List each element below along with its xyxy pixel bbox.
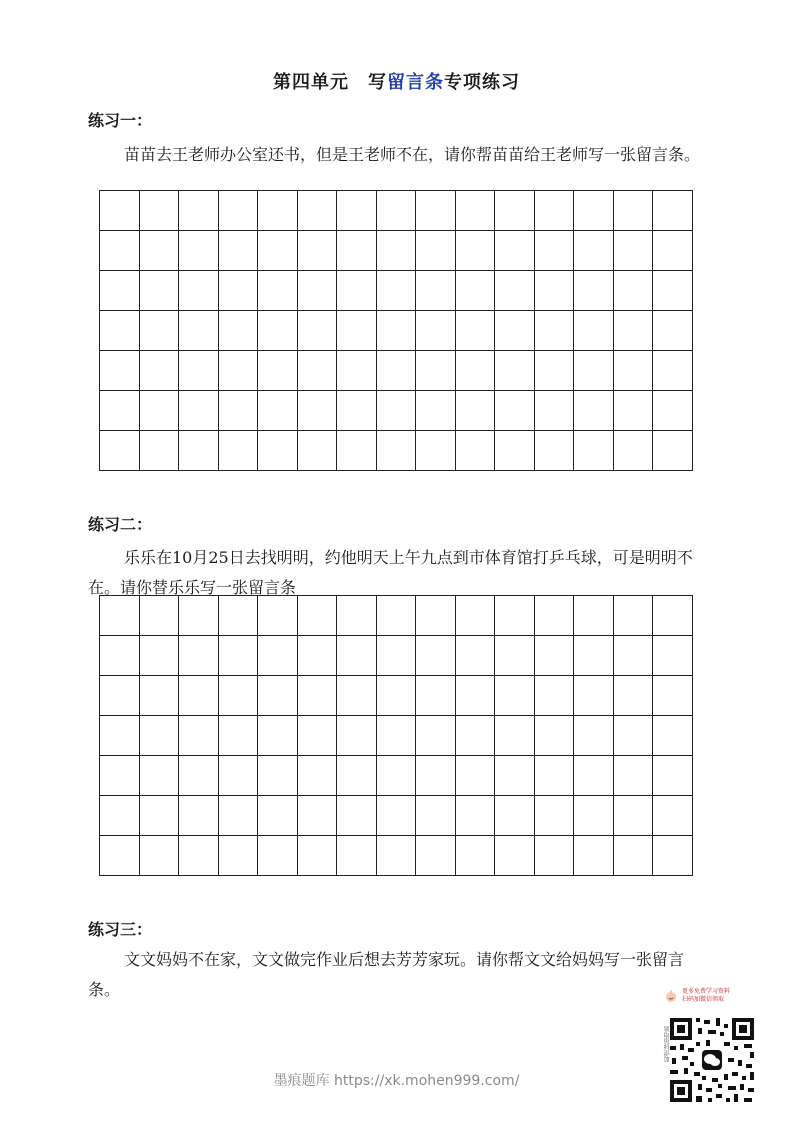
grid-cell[interactable] xyxy=(140,676,180,716)
grid-cell[interactable] xyxy=(416,716,456,756)
grid-cell[interactable] xyxy=(574,636,614,676)
grid-cell[interactable] xyxy=(298,391,338,431)
grid-cell[interactable] xyxy=(574,231,614,271)
grid-cell[interactable] xyxy=(140,836,180,876)
grid-cell[interactable] xyxy=(258,271,298,311)
grid-cell[interactable] xyxy=(416,636,456,676)
grid-cell[interactable] xyxy=(337,391,377,431)
grid-cell[interactable] xyxy=(140,191,180,231)
grid-cell[interactable] xyxy=(574,191,614,231)
grid-cell[interactable] xyxy=(574,756,614,796)
grid-cell[interactable] xyxy=(140,431,180,471)
grid-cell[interactable] xyxy=(535,636,575,676)
grid-cell[interactable] xyxy=(258,391,298,431)
grid-cell[interactable] xyxy=(495,431,535,471)
grid-cell[interactable] xyxy=(337,596,377,636)
grid-cell[interactable] xyxy=(258,431,298,471)
grid-cell[interactable] xyxy=(416,676,456,716)
grid-cell[interactable] xyxy=(574,391,614,431)
grid-cell[interactable] xyxy=(653,836,693,876)
grid-cell[interactable] xyxy=(495,391,535,431)
grid-cell[interactable] xyxy=(140,351,180,391)
grid-cell[interactable] xyxy=(495,636,535,676)
grid-cell[interactable] xyxy=(653,636,693,676)
promo-header xyxy=(664,988,730,1004)
grid-cell[interactable] xyxy=(140,596,180,636)
grid-cell[interactable] xyxy=(456,676,496,716)
grid-cell[interactable] xyxy=(416,756,456,796)
grid-cell[interactable] xyxy=(140,716,180,756)
grid-cell[interactable] xyxy=(337,836,377,876)
grid-cell[interactable] xyxy=(535,391,575,431)
grid-cell[interactable] xyxy=(614,431,654,471)
grid-cell[interactable] xyxy=(456,391,496,431)
grid-cell[interactable] xyxy=(614,596,654,636)
grid-cell[interactable] xyxy=(298,351,338,391)
grid-cell[interactable] xyxy=(337,716,377,756)
grid-cell[interactable] xyxy=(100,596,140,636)
grid-cell[interactable] xyxy=(574,271,614,311)
grid-cell[interactable] xyxy=(337,271,377,311)
grid-cell[interactable] xyxy=(179,676,219,716)
grid-cell[interactable] xyxy=(179,596,219,636)
grid-cell[interactable] xyxy=(535,431,575,471)
grid-cell[interactable] xyxy=(377,596,417,636)
grid-cell[interactable] xyxy=(535,311,575,351)
grid-cell[interactable] xyxy=(456,231,496,271)
grid-cell[interactable] xyxy=(614,796,654,836)
exercise-1-text-content: 苗苗去王老师办公室还书，但是王老师不在，请你帮苗苗给王老师写一张留言条。 xyxy=(124,145,701,164)
grid-cell[interactable] xyxy=(100,311,140,351)
grid-cell[interactable] xyxy=(456,716,496,756)
grid-cell[interactable] xyxy=(377,311,417,351)
grid-cell[interactable] xyxy=(377,351,417,391)
grid-cell[interactable] xyxy=(258,796,298,836)
grid-cell[interactable] xyxy=(614,716,654,756)
promo-side-text: 领取资料添加 xyxy=(662,1026,669,1062)
grid-cell[interactable] xyxy=(574,596,614,636)
exercise-3-heading: 练习三： xyxy=(88,920,153,939)
grid-cell[interactable] xyxy=(179,311,219,351)
grid-cell[interactable] xyxy=(219,836,259,876)
grid-cell[interactable] xyxy=(456,311,496,351)
grid-cell[interactable] xyxy=(298,311,338,351)
grid-cell[interactable] xyxy=(377,231,417,271)
grid-cell[interactable] xyxy=(456,756,496,796)
grid-cell[interactable] xyxy=(100,191,140,231)
grid-cell[interactable] xyxy=(219,391,259,431)
promo-line-2: 扫码加微信领取 xyxy=(682,996,725,1003)
grid-cell[interactable] xyxy=(614,836,654,876)
grid-cell[interactable] xyxy=(140,636,180,676)
grid-cell[interactable] xyxy=(140,271,180,311)
title-part1: 第四单元 写 xyxy=(273,72,387,93)
grid-cell[interactable] xyxy=(337,636,377,676)
grid-cell[interactable] xyxy=(653,191,693,231)
title-highlight: 留言条 xyxy=(387,72,444,93)
grid-cell[interactable] xyxy=(653,231,693,271)
grid-cell[interactable] xyxy=(258,676,298,716)
grid-cell[interactable] xyxy=(100,756,140,796)
grid-cell[interactable] xyxy=(653,796,693,836)
grid-cell[interactable] xyxy=(337,351,377,391)
grid-cell[interactable] xyxy=(535,191,575,231)
grid-cell[interactable] xyxy=(298,716,338,756)
grid-cell[interactable] xyxy=(179,351,219,391)
grid-cell[interactable] xyxy=(179,796,219,836)
grid-cell[interactable] xyxy=(219,191,259,231)
grid-cell[interactable] xyxy=(614,676,654,716)
grid-cell[interactable] xyxy=(377,796,417,836)
grid-cell[interactable] xyxy=(495,756,535,796)
grid-cell[interactable] xyxy=(535,836,575,876)
grid-cell[interactable] xyxy=(179,716,219,756)
grid-cell[interactable] xyxy=(377,391,417,431)
grid-cell[interactable] xyxy=(535,596,575,636)
exercise-2-heading: 练习二： xyxy=(88,515,153,534)
grid-cell[interactable] xyxy=(219,716,259,756)
grid-cell[interactable] xyxy=(456,796,496,836)
grid-cell[interactable] xyxy=(614,636,654,676)
grid-cell[interactable] xyxy=(337,676,377,716)
grid-cell[interactable] xyxy=(179,231,219,271)
grid-cell[interactable] xyxy=(495,191,535,231)
grid-cell[interactable] xyxy=(219,311,259,351)
grid-cell[interactable] xyxy=(298,271,338,311)
grid-cell[interactable] xyxy=(298,756,338,796)
grid-cell[interactable] xyxy=(653,391,693,431)
grid-cell[interactable] xyxy=(179,431,219,471)
grid-cell[interactable] xyxy=(258,716,298,756)
grid-cell[interactable] xyxy=(535,676,575,716)
grid-cell[interactable] xyxy=(614,311,654,351)
grid-cell[interactable] xyxy=(535,756,575,796)
grid-cell[interactable] xyxy=(456,636,496,676)
grid-cell[interactable] xyxy=(653,311,693,351)
grid-cell[interactable] xyxy=(377,756,417,796)
grid-cell[interactable] xyxy=(416,836,456,876)
grid-cell[interactable] xyxy=(456,271,496,311)
grid-cell[interactable] xyxy=(100,391,140,431)
grid-cell[interactable] xyxy=(495,231,535,271)
grid-cell[interactable] xyxy=(298,636,338,676)
grid-cell[interactable] xyxy=(535,796,575,836)
grid-cell[interactable] xyxy=(456,596,496,636)
grid-cell[interactable] xyxy=(258,231,298,271)
grid-cell[interactable] xyxy=(298,596,338,636)
grid-cell[interactable] xyxy=(495,836,535,876)
grid-cell[interactable] xyxy=(614,756,654,796)
grid-cell[interactable] xyxy=(337,756,377,796)
writing-grid-1[interactable] xyxy=(99,190,693,471)
grid-cell[interactable] xyxy=(179,191,219,231)
exercise-1-heading: 练习一： xyxy=(88,111,153,130)
grid-cell[interactable] xyxy=(258,596,298,636)
grid-cell[interactable] xyxy=(100,716,140,756)
exercise-3-text-content: 文文妈妈不在家，文文做完作业后想去芳芳家玩。请你帮文文给妈妈写一张留言条。 xyxy=(88,950,685,999)
promo-card xyxy=(660,986,760,1108)
grid-cell[interactable] xyxy=(495,271,535,311)
title-part2: 专项练习 xyxy=(444,72,520,93)
grid-cell[interactable] xyxy=(179,836,219,876)
grid-cell[interactable] xyxy=(140,311,180,351)
grid-cell[interactable] xyxy=(298,431,338,471)
grid-cell[interactable] xyxy=(416,351,456,391)
grid-cell[interactable] xyxy=(456,191,496,231)
grid-cell[interactable] xyxy=(219,271,259,311)
grid-cell[interactable] xyxy=(495,311,535,351)
exercise-2-text-content: 乐乐在10月25日去找明明，约他明天上午九点到市体育馆打乒乓球，可是明明不在。请你替乐乐写一张留言条 xyxy=(88,548,693,597)
grid-cell[interactable] xyxy=(258,191,298,231)
grid-cell[interactable] xyxy=(258,756,298,796)
grid-cell[interactable] xyxy=(653,756,693,796)
footer-watermark: 墨痕题库 https://xk.mohen999.com/ xyxy=(273,1073,520,1089)
grid-cell[interactable] xyxy=(219,231,259,271)
grid-cell[interactable] xyxy=(416,311,456,351)
hand-icon xyxy=(664,989,678,1003)
grid-cell[interactable] xyxy=(377,431,417,471)
page-title xyxy=(0,68,793,94)
grid-cell[interactable] xyxy=(653,676,693,716)
grid-cell[interactable] xyxy=(535,271,575,311)
grid-cell[interactable] xyxy=(574,351,614,391)
grid-cell[interactable] xyxy=(495,596,535,636)
grid-cell[interactable] xyxy=(179,271,219,311)
grid-cell[interactable] xyxy=(614,271,654,311)
grid-cell[interactable] xyxy=(100,636,140,676)
grid-cell[interactable] xyxy=(219,431,259,471)
grid-cell[interactable] xyxy=(456,351,496,391)
grid-cell[interactable] xyxy=(614,231,654,271)
grid-cell[interactable] xyxy=(179,636,219,676)
grid-cell[interactable] xyxy=(653,596,693,636)
grid-cell[interactable] xyxy=(495,676,535,716)
grid-cell[interactable] xyxy=(456,431,496,471)
grid-cell[interactable] xyxy=(574,676,614,716)
grid-cell[interactable] xyxy=(258,836,298,876)
grid-cell[interactable] xyxy=(337,191,377,231)
grid-cell[interactable] xyxy=(337,796,377,836)
grid-cell[interactable] xyxy=(614,191,654,231)
grid-cell[interactable] xyxy=(100,231,140,271)
grid-cell[interactable] xyxy=(219,636,259,676)
grid-cell[interactable] xyxy=(100,351,140,391)
grid-cell[interactable] xyxy=(298,796,338,836)
grid-cell[interactable] xyxy=(653,271,693,311)
grid-cell[interactable] xyxy=(495,716,535,756)
grid-cell[interactable] xyxy=(258,311,298,351)
grid-cell[interactable] xyxy=(377,836,417,876)
grid-cell[interactable] xyxy=(416,596,456,636)
grid-cell[interactable] xyxy=(140,756,180,796)
grid-cell[interactable] xyxy=(574,836,614,876)
qr-code-icon[interactable] xyxy=(666,1014,758,1106)
grid-cell[interactable] xyxy=(219,676,259,716)
grid-cell[interactable] xyxy=(377,636,417,676)
grid-cell[interactable] xyxy=(219,351,259,391)
grid-cell[interactable] xyxy=(535,716,575,756)
grid-cell[interactable] xyxy=(179,756,219,796)
grid-cell[interactable] xyxy=(298,231,338,271)
grid-cell[interactable] xyxy=(377,676,417,716)
grid-cell[interactable] xyxy=(653,431,693,471)
grid-cell[interactable] xyxy=(377,716,417,756)
grid-cell[interactable] xyxy=(416,191,456,231)
grid-cell[interactable] xyxy=(298,676,338,716)
grid-cell[interactable] xyxy=(219,796,259,836)
grid-cell[interactable] xyxy=(377,271,417,311)
grid-cell[interactable] xyxy=(614,391,654,431)
grid-cell[interactable] xyxy=(100,836,140,876)
grid-cell[interactable] xyxy=(456,836,496,876)
grid-cell[interactable] xyxy=(219,596,259,636)
grid-cell[interactable] xyxy=(653,716,693,756)
grid-cell[interactable] xyxy=(100,271,140,311)
grid-cell[interactable] xyxy=(535,351,575,391)
grid-cell[interactable] xyxy=(258,636,298,676)
grid-cell[interactable] xyxy=(416,231,456,271)
grid-cell[interactable] xyxy=(614,351,654,391)
grid-cell[interactable] xyxy=(100,431,140,471)
grid-cell[interactable] xyxy=(574,311,614,351)
grid-cell[interactable] xyxy=(100,676,140,716)
grid-cell[interactable] xyxy=(337,431,377,471)
grid-cell[interactable] xyxy=(535,231,575,271)
grid-cell[interactable] xyxy=(298,191,338,231)
grid-cell[interactable] xyxy=(416,391,456,431)
grid-cell[interactable] xyxy=(416,271,456,311)
grid-cell[interactable] xyxy=(653,351,693,391)
grid-cell[interactable] xyxy=(574,716,614,756)
grid-cell[interactable] xyxy=(574,431,614,471)
grid-cell[interactable] xyxy=(140,391,180,431)
grid-cell[interactable] xyxy=(574,796,614,836)
grid-cell[interactable] xyxy=(140,231,180,271)
grid-cell[interactable] xyxy=(337,311,377,351)
grid-cell[interactable] xyxy=(140,796,180,836)
exercise-2-text xyxy=(88,543,708,603)
grid-cell[interactable] xyxy=(416,796,456,836)
writing-grid-2[interactable] xyxy=(99,595,693,876)
exercise-1-text xyxy=(88,140,708,170)
grid-cell[interactable] xyxy=(495,796,535,836)
grid-cell[interactable] xyxy=(377,191,417,231)
grid-cell[interactable] xyxy=(298,836,338,876)
grid-cell[interactable] xyxy=(179,391,219,431)
grid-cell[interactable] xyxy=(258,351,298,391)
grid-cell[interactable] xyxy=(416,431,456,471)
grid-cell[interactable] xyxy=(100,796,140,836)
grid-cell[interactable] xyxy=(337,231,377,271)
grid-cell[interactable] xyxy=(219,756,259,796)
exercise-3-text xyxy=(88,945,708,1005)
grid-cell[interactable] xyxy=(495,351,535,391)
promo-line-1: 更多免费学习资料 xyxy=(682,988,731,995)
